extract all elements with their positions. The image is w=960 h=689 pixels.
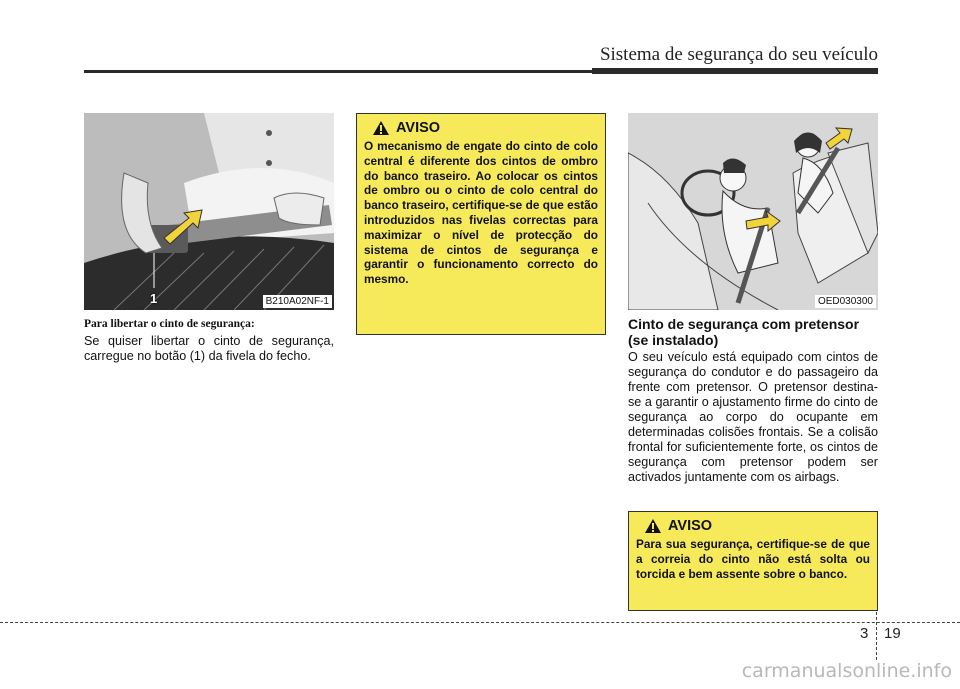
release-instructions: Se quiser libertar o cinto de segurança, carregue no botão (1) da fivela do fecho. — [84, 334, 334, 363]
figure-pretensioner — [628, 113, 878, 310]
header-rule-accent — [592, 68, 878, 74]
page-number: 19 — [884, 625, 901, 642]
warning-box-belt-strap — [628, 511, 878, 611]
figure-code: B210A02NF-1 — [263, 295, 332, 308]
warning-box-rear-belts — [356, 113, 606, 335]
warning-triangle-icon — [644, 518, 662, 534]
footer-vertical-divider — [876, 612, 877, 660]
warning-text: Para sua segurança, certifique-se de que a correia do cinto não está solta ou torcida e bem assente sobre o banco. — [636, 537, 870, 581]
warning-text: O mecanismo de engate do cinto de colo central é diferente dos cintos de ombro do banco traseiro. Ao colocar os cintos de ombro ou o cinto de colo central do banco traseiro, certifique-se de que estão introduzidos nas fivelas correctas para maximizar o nível de protecção do sistema de cintos de segurança e garantir o funcionamento correcto do mesmo. — [364, 139, 598, 287]
warning-triangle-icon — [372, 120, 390, 136]
header-title: Sistema de segurança do seu veículo — [599, 44, 878, 65]
warning-title: AVISO — [396, 120, 441, 136]
figure-belt-release — [84, 113, 334, 310]
callout-number: 1 — [150, 291, 158, 306]
footer-divider — [0, 622, 960, 623]
warning-title: AVISO — [668, 518, 713, 534]
pretensioner-illustration — [628, 113, 878, 310]
chapter-number: 3 — [860, 625, 869, 642]
figure-caption: Para libertar o cinto de segurança: — [84, 318, 255, 330]
pretensioner-description: O seu veículo está equipado com cintos de segurança do condutor e do passageiro da frente com pretensor. O pretensor destina-se a garantir o ajustamento firme do cinto de segurança ao corpo do ocupante em determinadas colisões frontais. Se a colisão frontal for suficientemente forte, os cintos de segurança com pretensor podem ser activados juntamente com os airbags. — [628, 350, 878, 484]
watermark: carmanualsonline.info — [741, 660, 952, 682]
belt-release-illustration — [84, 113, 334, 310]
figure-code: OED030300 — [815, 295, 876, 308]
section-title: Cinto de segurança com pretensor (se instalado) — [628, 316, 860, 348]
